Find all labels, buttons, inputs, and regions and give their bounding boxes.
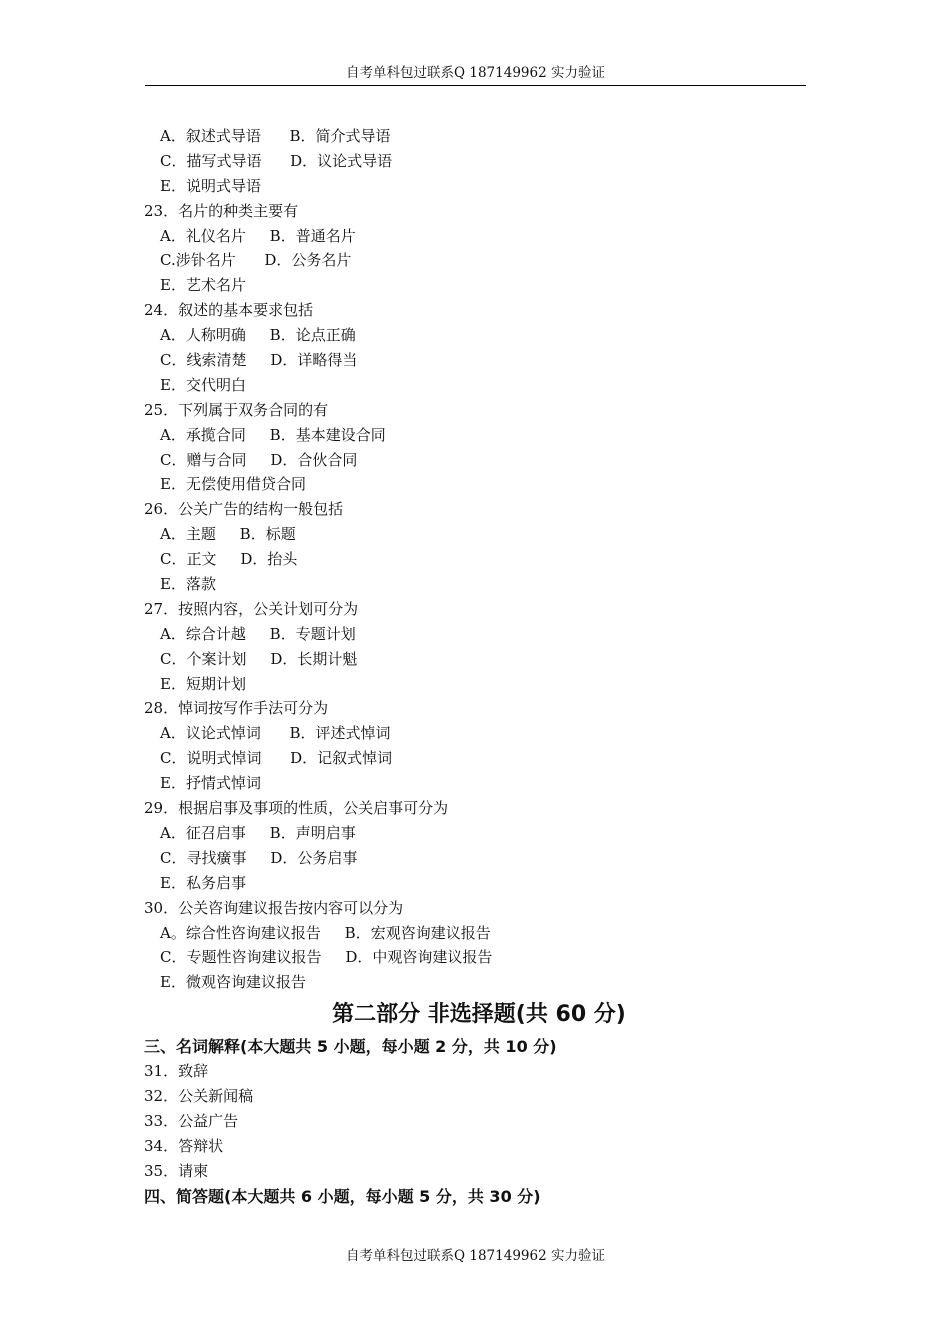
part-two-title: 第二部分 非选择题(共 60 分) [332,1002,626,1028]
option-line: A．礼仪名片 B．普通名片 [160,226,356,245]
question-33: 33．公益广告 [144,1111,239,1130]
question-25: 25．下列属于双务合同的有 [144,400,329,419]
option-line: A．叙述式导语 B．简介式导语 [160,127,391,145]
question-35: 35．请柬 [144,1161,209,1180]
question-27: 27．按照内容，公关计划可分为 [144,599,359,618]
option-line: C．描写式导语 D．议论式导语 [160,151,393,170]
option-line: E．短期计划 [160,674,246,693]
option-line: E．无偿使用借贷合同 [160,475,306,494]
section-three-title: 三、名词解释(本大题共 5 小题，每小题 2 分，共 10 分) [144,1037,557,1057]
option-line: E．微观咨询建议报告 [160,973,306,992]
question-34: 34．答辩状 [144,1136,224,1155]
option-line: A。综合性咨询建议报告 B．宏观咨询建议报告 [160,923,491,942]
option-line: C．说明式悼词 D．记叙式悼词 [160,749,393,768]
option-line: A．综合计越 B．专题计划 [160,624,356,643]
question-28: 28．悼词按写作手法可分为 [144,699,329,718]
option-line: E．私务启事 [160,873,246,892]
option-line: C.涉钋名片 D．公务名片 [160,251,352,270]
option-line: C．个案计划 D．长期计魁 [160,649,358,668]
option-line: C．寻找癀事 D．公务启事 [160,848,358,867]
document-body [144,124,814,1209]
option-line: E．艺术名片 [160,276,246,295]
question-24: 24．叙述的基本要求包括 [144,301,314,320]
option-line: A．主题 B．标题 [160,525,296,544]
question-29: 29．根据启事及事项的性质，公关启事可分为 [144,799,449,818]
question-31: 31．致辞 [144,1062,209,1081]
page-header: 自考单科包过联系Q 187149962 实力验证 [145,63,806,86]
option-line: C．正文 D．抬头 [160,550,298,569]
option-line: A．议论式悼词 B．评述式悼词 [160,724,391,743]
question-32: 32．公关新闻稿 [144,1087,254,1106]
option-line: A．人称明确 B．论点正确 [160,326,356,345]
option-line: E．说明式导语 [160,176,261,195]
option-line: E．落款 [160,575,216,594]
page-footer: 自考单科包过联系Q 187149962 实力验证 [346,1248,605,1264]
question-30: 30．公关咨询建议报告按内容可以分为 [144,898,404,917]
option-line: C．赠与合同 D．合伙合同 [160,450,358,469]
option-line: E．抒情式悼词 [160,774,261,793]
section-four-title: 四、简答题(本大题共 6 小题，每小题 5 分，共 30 分) [144,1186,541,1206]
option-line: A．征召启事 B．声明启事 [160,823,356,842]
option-line: C．专题性咨询建议报告 D．中观咨询建议报告 [160,948,493,967]
question-23: 23．名片的种类主要有 [144,201,299,220]
question-26: 26．公关广告的结构一般包括 [144,500,344,519]
option-line: E．交代明白 [160,375,246,394]
option-line: C．线索清楚 D．详略得当 [160,351,358,370]
option-line: A．承揽合同 B．基本建设合同 [160,425,386,444]
